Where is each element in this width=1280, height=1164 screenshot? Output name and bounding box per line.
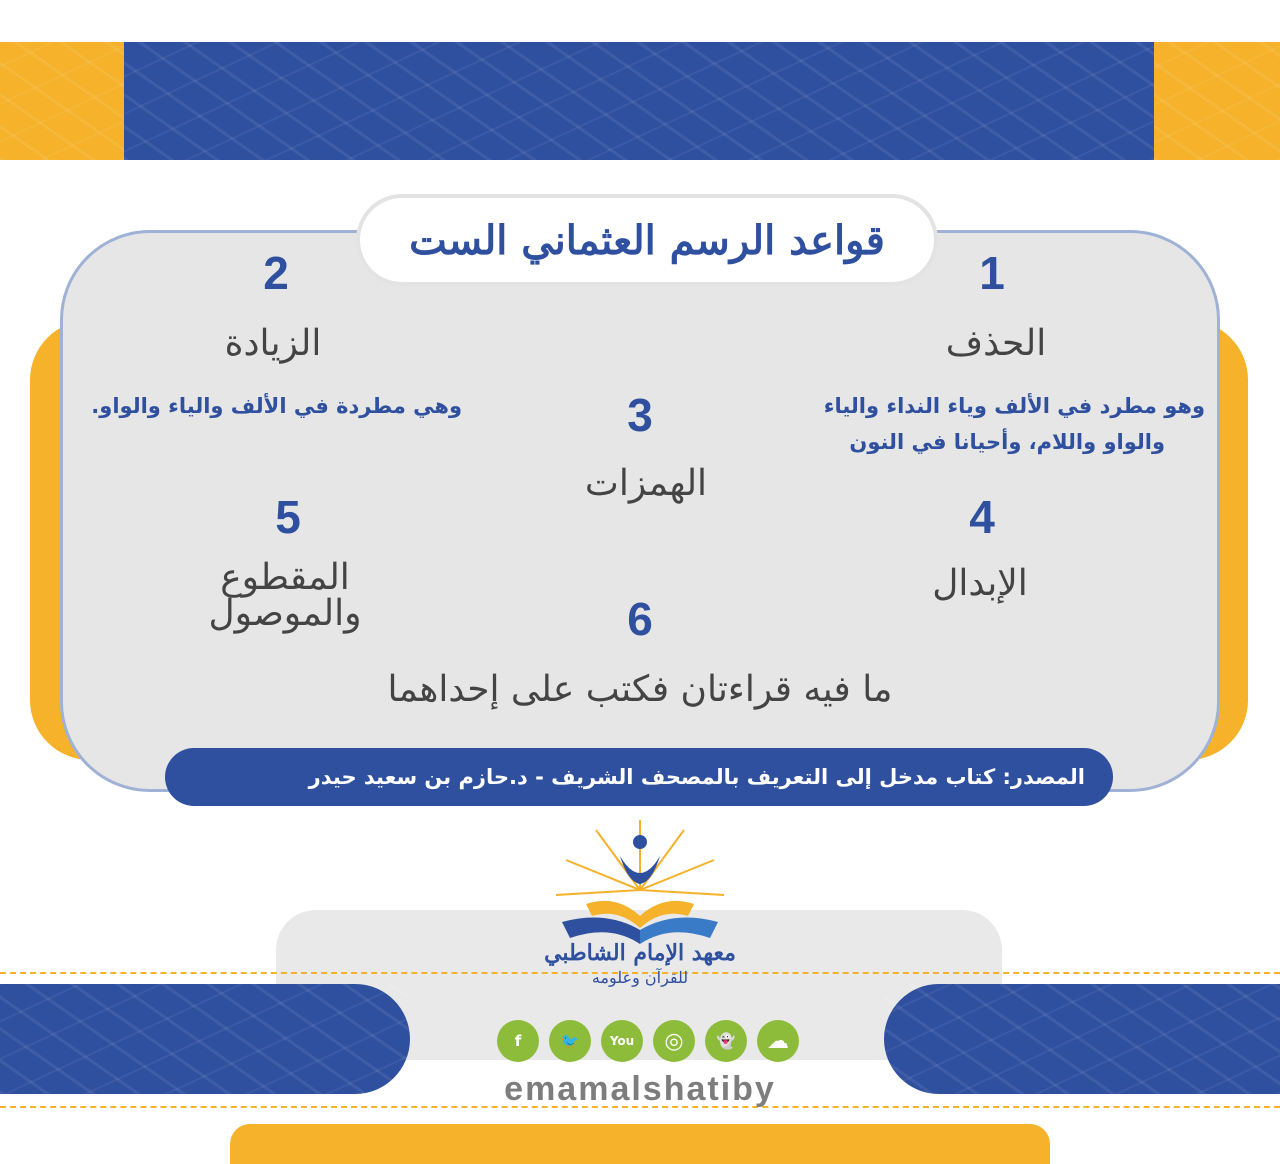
soundcloud-icon[interactable]: ☁ [757, 1020, 799, 1062]
bottom-band-right [884, 984, 1280, 1094]
rule-6-number: 6 [620, 596, 660, 642]
social-handle: emamalshatiby [504, 1070, 776, 1108]
source-citation: المصدر: كتاب مدخل إلى التعريف بالمصحف الشريف - د.حازم بن سعيد حيدر [165, 748, 1113, 806]
rule-3-label [568, 463, 724, 504]
rule-3-number: 3 [620, 392, 660, 438]
institute-name: معهد الإمام الشاطبي [544, 940, 736, 966]
rule-2-number: 2 [256, 250, 296, 296]
footer-yellow-bar [230, 1124, 1050, 1164]
snapchat-icon[interactable]: 👻 [705, 1020, 747, 1062]
page-title: قواعد الرسم العثماني الست [356, 194, 938, 286]
rule-1-number: 1 [972, 250, 1012, 296]
instagram-icon[interactable]: ◎ [653, 1020, 695, 1062]
rule-1-description-line: والواو واللام، وأحيانا في النون [849, 430, 1165, 454]
bottom-band-left [0, 984, 410, 1094]
rule-6-label [352, 669, 928, 710]
rule-5-number: 5 [268, 494, 308, 540]
rule-4-label [900, 563, 1060, 604]
rule-2-description [70, 388, 462, 424]
rule-1-label-text: الحذف [945, 323, 1047, 364]
rule-4-label-text: الإبدال [932, 563, 1028, 604]
top-band-blue [124, 42, 1154, 160]
rule-2-label-text: الزيادة [224, 323, 322, 364]
rule-1-description-line: وهو مطرد في الألف وياء النداء والياء [823, 394, 1205, 418]
top-decorative-band [0, 42, 1280, 160]
institute-subtitle: للقرآن وعلومه [591, 968, 689, 987]
rule-4-number: 4 [962, 494, 1002, 540]
youtube-icon[interactable]: You [601, 1020, 643, 1062]
rule-6-label-text: ما فيه قراءتان فكتب على إحداهما [387, 669, 893, 710]
institute-logo-text [540, 940, 740, 987]
rule-5-label [140, 557, 430, 634]
top-band-right-yellow [1154, 42, 1280, 160]
rule-3-label-text: الهمزات [584, 463, 708, 504]
social-links [497, 1020, 799, 1062]
rule-1-description [780, 388, 1205, 460]
rule-2-label [192, 323, 354, 364]
top-band-left-yellow [0, 42, 124, 160]
facebook-icon[interactable]: f [497, 1020, 539, 1062]
twitter-icon[interactable]: 🐦 [549, 1020, 591, 1062]
rule-2-description-line: وهي مطردة في الألف والياء والواو. [91, 394, 462, 418]
rule-1-label [916, 323, 1076, 364]
rule-5-label-text: المقطوع والموصول [208, 557, 362, 634]
